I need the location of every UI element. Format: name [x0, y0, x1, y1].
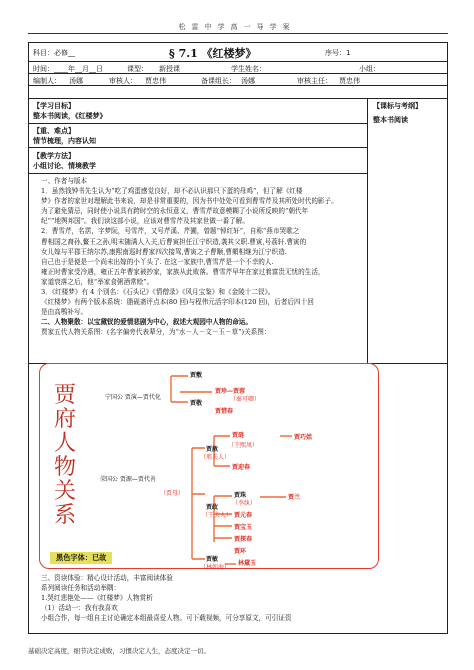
goals-title: 【学习目标】 [33, 102, 75, 110]
row-divider [29, 61, 447, 62]
zheng-child: 贾环 [234, 548, 247, 555]
editor-label: 编制人： [33, 77, 61, 85]
key-title: 【重、难点】 [33, 127, 75, 135]
reviewer-label: 审核人： [109, 77, 137, 85]
ning-line: 宁国公 贾演—贾代化 [105, 394, 161, 401]
zheng-child: 贾宝玉 [234, 524, 253, 531]
she-wife: （邢夫人） [200, 454, 231, 461]
school-header: 松雷中学高一导学案 [178, 23, 296, 31]
goals-text: 整本书阅读，《红楼梦》 [33, 112, 107, 120]
body-line: 自己也于是便是一个尚未出嫁的小丫头了. 在这一家族中,曹雪芹是一个不幸的人. [41, 257, 274, 266]
reading-experience [41, 573, 292, 623]
family-relationship-chart [39, 363, 379, 569]
zheng-child: 贾元春 [234, 512, 253, 519]
director-label: 审核主任： [297, 77, 332, 85]
ning-child: 贾敬 [190, 400, 203, 407]
body-line: 1．虽然钱钟书先生认为“吃了鸡蛋感觉良好，却不必认识那只下蛋的母鸡”，但了解《红楼 [41, 187, 303, 196]
subject-label: 科目：必修__ [33, 49, 75, 57]
body-line: 二、人物聚散：以宝黛钗的爱情悲剧为中心，叙述大观园中人物的命运。 [41, 318, 252, 327]
student-name-label: 学生姓名： [231, 65, 266, 73]
row-divider [29, 123, 367, 124]
ning-child: 贾敷 [190, 372, 203, 379]
body-line: 3．《红楼梦》有 4 个别名：《石头记》《情僧录》《风月宝鉴》和《金陵十二钗》。 [41, 288, 275, 297]
body-line: 1.哭红悲艳处——《红楼梦》人物赏析 [41, 594, 153, 603]
time-label: 时间：____年__月__日 [33, 65, 103, 73]
group-label: 小组： [359, 65, 380, 73]
row-divider [29, 147, 367, 148]
jialan: 贾兰 [288, 494, 301, 501]
reviewer-value: 贾忠伟 [145, 77, 166, 85]
she: 贾赦 [206, 446, 219, 453]
footer-motto: 基础决定高度，细节决定成败，习惯决定人生，态度决定一切。 [28, 647, 210, 655]
zheng-child: 贾探春 [234, 536, 253, 543]
body-line: 三、资读体验：精心设计活动，丰富阅读体验 [41, 574, 173, 582]
zheng-child: 贾珠 [234, 492, 247, 499]
row-divider [29, 173, 367, 174]
standards-text: 整本书阅读 [373, 116, 408, 124]
col-divider [367, 98, 368, 363]
body-line: 《红楼梦》有两个版本系统：脂砚斋评点本(80 回)与程伟元活字印本(120 回)，后者后四十回 [41, 298, 314, 307]
class-label: 课型： [127, 65, 148, 73]
she-child: 贾迎春 [232, 464, 251, 471]
method-text: 小组讨论、情境教学 [33, 162, 96, 170]
director-value: 贾忠伟 [339, 77, 360, 85]
author-paragraphs [41, 176, 338, 338]
zheng: 贾政 [206, 504, 219, 511]
standards-title: 【课标与考纲】 [373, 102, 422, 110]
number-label: 序号：1 [325, 49, 351, 57]
editor-value: 汤娜 [69, 77, 83, 85]
header-divider [28, 33, 448, 34]
body-line: 小组合作，每一组自主讨论确定本组最喜爱人物。可下载视频，可分享原文，可引证资 [41, 614, 292, 623]
worksheet-table [28, 42, 448, 634]
key-text: 情节梳理，内容认知 [33, 137, 96, 145]
lesson-title: § 7.1 《红楼梦》 [169, 47, 257, 60]
rong-line: 荣国公 贾源—贾代善 [100, 476, 156, 483]
she-child: （王熙凤） [228, 442, 259, 449]
body-line: 系列阅读任务和活动举隅： [41, 584, 121, 593]
body-line: 女儿嫁与平郡王纳尔苏,康熙南巡时曹家四次接驾,曹寅之子曹颙,曹頫相继为江宁织造. [41, 247, 287, 256]
body-line: 2．曹雪芹，名霑，字梦阮，号雪芹，又号芹溪、芹圃，曾题“悼红轩”，自称“燕市哭歌之 [41, 227, 300, 236]
chart-connectors [40, 364, 380, 570]
zheng-wife: （王夫人） [202, 512, 233, 519]
chart-big-title: 贾府人物关系 [54, 383, 77, 528]
daiyu: 林黛玉 [238, 560, 257, 567]
body-line: 为了避免猜忌，同时使小说具有跨时空的永恒意义，曹雪芹故意模糊了小说所反映的“朝代年 [41, 207, 309, 216]
qiaojie: 贾巧姐 [294, 434, 313, 441]
method-title: 【教学方法】 [33, 152, 75, 160]
body-line: （1）活动一：我有我喜欢 [41, 604, 118, 613]
body-line: 贾家五代人物关系图：(名字偏旁代表辈分，为“水－人－文－玉－草”)关系图： [41, 328, 271, 337]
legend-label: 黑色字体：已故 [50, 552, 112, 564]
jing-child: 贾珍—贾蓉 [215, 388, 246, 395]
body-line: 梦》作者的家世对理解此书来说，却是非常重要的，因为书中处处可看到曹雪芹及其所处时代的影子。 [41, 197, 338, 206]
body-line: 纪”“地舆邦国”。我们读这部小说，应该对曹雪芹及其家世做一番了解。 [41, 217, 249, 226]
rong-wife: （贾母） [160, 490, 185, 497]
body-line: 雍正时曹家受冷遇，雍正五年曹家被抄家，家族从此败落。曹雪芹早年在家过着富贵无忧的生活， [41, 267, 325, 276]
prep-leader-label: 备课组长： [201, 77, 236, 85]
min-husband: （林如海） [200, 564, 231, 571]
zheng-child: （李纨） [232, 500, 257, 507]
row-divider [29, 85, 447, 86]
row-divider [29, 98, 447, 99]
jing-child: 贾惜春 [215, 408, 234, 415]
min: 贾敏 [206, 556, 219, 563]
body-line: 家道衰落之后，他“举家食粥酒常赊”。 [41, 277, 154, 286]
body-line: 一、作者与版本 [41, 177, 88, 185]
body-line: 曹相国之裔孙,鳌王之孙,明末随满人入关,后曹寅担任江宁织造,袭其父职.曹寅,号荔轩.曹寅的 [41, 237, 307, 246]
she-child: 贾琏 [232, 432, 245, 439]
body-line: 是由高鹗补写。 [41, 308, 88, 317]
class-value: 新授课 [159, 65, 180, 73]
prep-leader-value: 汤娜 [241, 77, 255, 85]
jing-child: （秦可卿） [230, 396, 261, 403]
